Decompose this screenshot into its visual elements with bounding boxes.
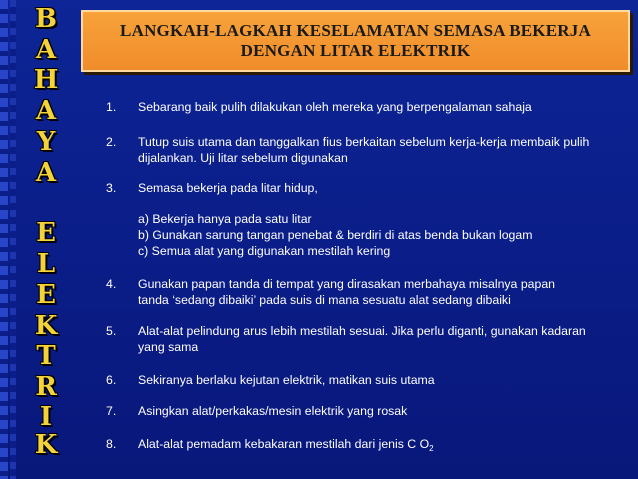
subscript-two: 2 xyxy=(429,444,434,453)
item-text xyxy=(138,180,634,196)
decorative-squares xyxy=(0,0,8,479)
item-line xyxy=(138,436,634,457)
side-letter: Y xyxy=(36,127,56,157)
item-number: 8. xyxy=(106,437,117,451)
item-line: Gunakan papan tanda di tempat yang dirasakan merbahaya misalnya papan xyxy=(138,277,556,291)
item-text xyxy=(138,323,634,355)
item-line: a) Bekerja hanya pada satu litar xyxy=(138,212,312,226)
item-line: Alat-alat pelindung arus lebih mestilah sesuai. Jika perlu diganti, gunakan kadaran xyxy=(138,324,586,338)
item-text xyxy=(138,436,634,457)
item-number: 2. xyxy=(106,135,117,149)
item-number: 7. xyxy=(106,404,117,418)
item-text xyxy=(138,211,634,259)
side-letter: A xyxy=(35,96,57,126)
title-box xyxy=(81,10,630,72)
side-letter: E xyxy=(36,218,56,248)
item-line: yang sama xyxy=(138,340,199,354)
side-letter: B xyxy=(35,4,57,34)
item-line: c) Semua alat yang digunakan mestilah kering xyxy=(138,244,391,258)
side-letter: H xyxy=(33,65,59,95)
item-line: Tutup suis utama dan tanggalkan fius berkaitan sebelum kerja-kerja membaik pulih xyxy=(138,135,590,149)
item-line: Asingkan alat/perkakas/mesin elektrik yang rosak xyxy=(138,404,408,418)
side-letter: K xyxy=(34,430,58,460)
decorative-squares-inner xyxy=(10,0,16,479)
item-number: 5. xyxy=(106,324,117,338)
side-letter: K xyxy=(34,311,58,341)
side-letter: L xyxy=(36,249,56,279)
side-letter: A xyxy=(35,158,57,188)
item-text xyxy=(138,372,634,388)
item-number: 1. xyxy=(106,100,117,114)
item-line-text: Alat-alat pemadam kebakaran mestilah dari jenis C O xyxy=(138,437,430,451)
item-line: dijalankan. Uji litar sebelum digunakan xyxy=(138,151,348,165)
title-line-2: DENGAN LITAR ELEKTRIK xyxy=(240,41,471,60)
side-letter: R xyxy=(35,372,57,402)
item-line: tanda ‘sedang dibaiki’ pada suis di mana sesuatu alat sedang dibaiki xyxy=(138,293,511,307)
item-line: b) Gunakan sarung tangan penebat & berdiri di atas benda bukan logam xyxy=(138,228,533,242)
item-number: 6. xyxy=(106,373,117,387)
item-text xyxy=(138,403,634,419)
side-letter: I xyxy=(39,402,53,432)
item-line: Sekiranya berlaku kejutan elektrik, matikan suis utama xyxy=(138,373,435,387)
item-text xyxy=(138,99,634,115)
side-letter: E xyxy=(36,280,56,310)
item-number: 4. xyxy=(106,277,117,291)
item-text xyxy=(138,134,634,166)
title-line-1: LANGKAH-LAGKAH KESELAMATAN SEMASA BEKERJA xyxy=(120,21,591,40)
item-text xyxy=(138,276,634,308)
side-letter: T xyxy=(36,341,56,371)
item-line: Semasa bekerja pada litar hidup, xyxy=(138,181,318,195)
side-letter: A xyxy=(35,35,57,65)
item-number: 3. xyxy=(106,181,117,195)
item-line: Sebarang baik pulih dilakukan oleh mereka yang berpengalaman sahaja xyxy=(138,100,532,114)
